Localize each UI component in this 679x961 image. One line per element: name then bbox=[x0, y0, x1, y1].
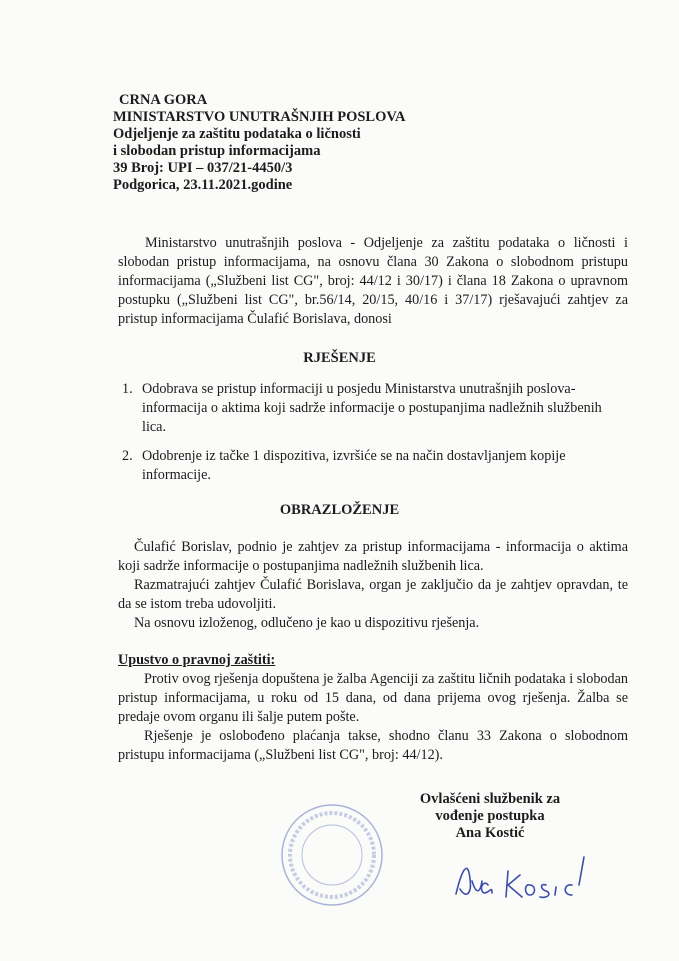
legal-remedy-paragraph: Rješenje je oslobođeno plaćanja takse, shodno članu 33 Zakona o slobodnom pristupu informacijama („Službeni list CG", broj: 44/12). bbox=[118, 728, 628, 763]
legal-remedy-title: Upustvo o pravnoj zaštiti: bbox=[118, 652, 276, 668]
header-department: Odjeljenje za zaštitu podataka o ličnosti bbox=[113, 126, 361, 142]
reasoning-paragraph: Na osnovu izloženog, odlučeno je kao u dispozitivu rješenja. bbox=[134, 615, 480, 631]
legal-remedy-section bbox=[118, 670, 628, 765]
decision-list bbox=[122, 380, 628, 485]
signatory-title: Ovlašćeni službenik za bbox=[419, 791, 561, 807]
reasoning-section bbox=[118, 538, 628, 633]
item-text: Odobrenje iz tačke 1 dispozitiva, izvršiće se na način dostavljanjem kopije informacije. bbox=[142, 448, 566, 483]
header-ministry: MINISTARSTVO UNUTRAŠNJIH POSLOVA bbox=[113, 109, 406, 125]
header-country: CRNA GORA bbox=[119, 92, 208, 108]
decision-item bbox=[122, 380, 628, 437]
official-stamp bbox=[278, 801, 386, 909]
signatory-block bbox=[405, 791, 575, 842]
header-reference-number: 39 Broj: UPI – 037/21-4450/3 bbox=[113, 160, 293, 176]
decision-item bbox=[122, 447, 628, 485]
item-number: 2. bbox=[122, 448, 133, 464]
header-department-2: i slobodan pristup informacijama bbox=[113, 143, 321, 159]
document-header bbox=[113, 92, 628, 194]
item-number: 1. bbox=[122, 381, 133, 397]
signatory-title-2: vođenje postupka bbox=[435, 808, 545, 824]
signature-area bbox=[118, 791, 628, 921]
document-page bbox=[113, 0, 628, 961]
decision-title: RJEŠENJE bbox=[303, 350, 376, 366]
header-place-date: Podgorica, 23.11.2021.godine bbox=[113, 177, 293, 193]
intro-paragraph: Ministarstvo unutrašnjih poslova - Odjeljenje za zaštitu podataka o ličnosti i slobodan pristup informacijama, na osnovu člana 30 Zakona o slobodnom pristupu informacijama („Službeni list CG", broj: 44/12 i 30/17) i člana 18 Zakona o upravnom postupku („Službeni list CG", br.56/14, 20/15, 40/16 i 37/17) rješavajući zahtjev za pristup informacijama Čulafić Borislava, donosi bbox=[118, 235, 628, 327]
item-text: Odobrava se pristup informaciji u posjedu Ministarstva unutrašnjih poslova- informacija o aktima koji sadrže informacije o postupanjima nadležnih službenih lica. bbox=[142, 381, 602, 435]
reasoning-paragraph: Razmatrajući zahtjev Čulafić Borislava, organ je zaključio da je zahtjev opravdan, te da se istom treba udovoljiti. bbox=[118, 577, 628, 612]
legal-remedy-paragraph: Protiv ovog rješenja dopuštena je žalba Agenciji za zaštitu ličnih podataka i slobodan pristup informacijama, u roku od 15 dana, od dana prijema ovog rješenja. Žalba se predaje ovom organu ili šalje putem pošte. bbox=[118, 671, 628, 725]
reasoning-paragraph: Čulafić Borislav, podnio je zahtjev za pristup informacijama - informacija o aktima koji sadrže informacije o postupanjima nadležnih službenih lica. bbox=[118, 539, 628, 574]
reasoning-title: OBRAZLOŽENJE bbox=[279, 502, 400, 518]
handwritten-signature bbox=[448, 849, 598, 909]
signatory-name: Ana Kostić bbox=[455, 825, 525, 841]
